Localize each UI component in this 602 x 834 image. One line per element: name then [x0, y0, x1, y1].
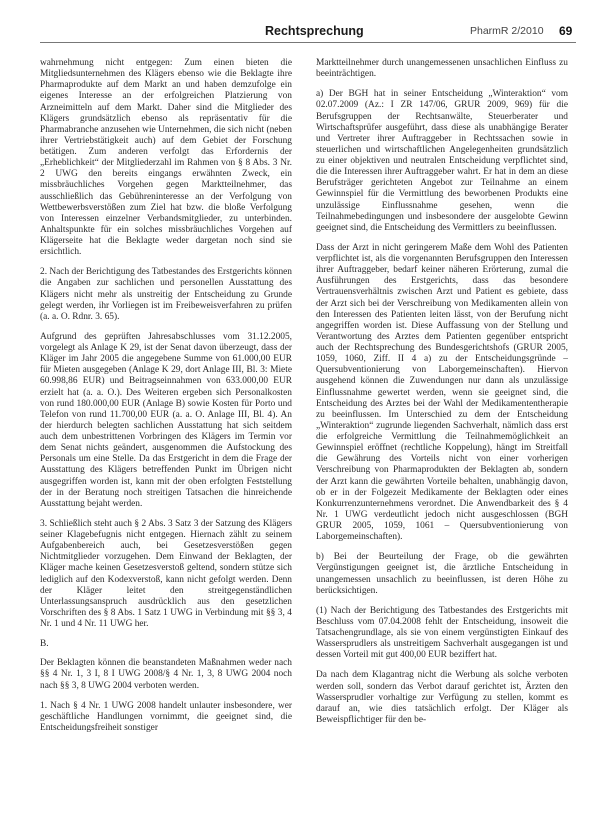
left-column [40, 58, 292, 828]
page-header [40, 22, 576, 48]
paragraph: 3. Schließlich steht auch § 2 Abs. 3 Satz 3 der Satzung des Klägers seiner Klagebefugnis nicht entgegen. Hiernach zählt zu seinem Aufgabenbereich auch, bei Gesetzesverstößen gegen Nichtmitglieder vorzugehen. Dem Einwand der Beklagten, der Kläger mache keinen Gesetzesverstoß geltend, sondern stütze sich lediglich auf den Kodexverstoß, kann nicht gefolgt werden. Denn der Kläger leitet den streitgegenständlichen Unterlassungsanspruch ausdrücklich aus den gesetzlichen Vorschriften des § 8 Abs. 1 Satz 1 UWG in Verbindung mit §§ 3, 4 Nr. 1 und 4 Nr. 11 UWG her. [40, 518, 292, 629]
right-column [316, 58, 568, 828]
paragraph: Dass der Arzt in nicht geringerem Maße dem Wohl des Patienten verpflichtet ist, als die vorgenannten Berufsgruppen den Interessen ihrer Auftraggeber, bedarf keiner näheren Erörterung, zumal die Ausführungen des Erstgerichts, dass das besondere Vertrauensverhältnis zwischen Arzt und Patient es gebiete, dass der Arzt sich bei der Verschreibung von Medikamenten allein von den Interessen des Patienten leiten lässt, von der Berufung nicht angegriffen worden ist. Diese Auffassung von der Stellung und Verantwortung des Arztes dem Patienten gegenüber entspricht auch der Rechtsprechung des Bundesgerichtshofs (GRUR 2005, 1059, 1060, Ziff. II 4 a) zu der Entscheidungsgründe – Quersubventionierung von Laborgemeinschaften). Hiervon ausgehend können die Zuwendungen nur dann als unzulässige Einflussnahme gewertet werden, wenn sie geeignet sind, die Entscheidung des Arztes bei der Wahl der Medikamententherapie zu beeinflussen. Im Unterschied zu dem der Entscheidung „Winteraktion“ zugrunde liegenden Sachverhalt, nämlich dass erst die erfolgreiche Vermittlung die Teilnahmemöglichkeit an Gewinnspiel eröffnet (rechtliche Koppelung), hängt im Streitfall die Gewährung des Vorteils nicht von einer vorherigen Verschreibung von Pharmaprodukten der Beklagten ab, sondern der Arzt kann die gewährten Vorteile behalten, unabhängig davon, ob er in der Folgezeit Medikamente der Beklagten oder eines Konkurrenzunternehmens verordnet. Die Anwendbarkeit des § 4 Nr. 1 UWG verdeutlicht jedoch nicht ausgeschlossen (BGH GRUR 2005, 1059, 1061 – Quersubventionierung von Laborgemeinschaften). [316, 242, 568, 543]
paragraph: wahrnehmung nicht entgegen: Zum einen bieten die Mitgliedsunternehmen des Klägers ebenso wie die Beklagte ihre Pharmaprodukte auf dem Markt an und haben demzufolge ein eigenes Interesse an der erfolgreichen Platzierung von Arzneimitteln auf dem Markt. Daher sind die Mitglieder des Klägers grundsätzlich ebenso als repräsentativ für die Pharmabranche anzusehen wie Unternehmen, die sich nicht (neben ihrer Vertriebstätigkeit auch) auf dem Gebiet der Forschung betätigen. Zum anderen verfolgt das Erfordernis der „Erheblichkeit“ der Mitgliederzahl im Rahmen von § 8 Abs. 3 Nr. 2 UWG den bereits eingangs erwähnten Zweck, ein missbräuchliches Vorgehen gegen Marktteilnehmer, das ausschließlich das Gebühreninteresse an der Verfolgung von Wettbewerbsverstößen zum Ziel hat bzw. die bloße Verfolgung von Interessen einzelner Verbandsmitglieder, zu unterbinden. Anhaltspunkte für ein solches missbräuchliches Vorgehen auf Klägerseite hat die Beklagte weder dargetan noch sind sie ersichtlich. [40, 58, 292, 258]
section-rubric: Rechtsprechung [265, 24, 364, 38]
page-number: 69 [559, 24, 573, 38]
journal-issue: PharmR 2/2010 [470, 25, 544, 37]
paragraph: a) Der BGH hat in seiner Entscheidung „Winteraktion“ vom 02.07.2009 (Az.: I ZR 147/06, GRUR 2009, 969) für die Berufsgruppen der Rechtsanwälte, Steuerberater und Wirtschaftsprüfer ausgeführt, dass diese als unabhängige Berater und Vertreter ihrer Auftraggeber in Rechtssachen sowie in steuerlichen und wirtschaftlichen Angelegenheiten grundsätzlich zu einer objektiven und neutralen Entscheidung verpflichtet sind, die die Interessen ihrer Auftraggeber wahrt. Er hat in dem an diese Berufsträger gerichteten Angebot zur Teilnahme an einem Gewinnspiel für die Vermittlung des beworbenen Produkts eine unzulässige Einflussnahme gesehen, wenn die Teilnahmebedingungen und insbesondere der ausgelobte Gewinn geeignet sind, die Entscheidung des Vermittlers zu beeinflussen. [316, 89, 568, 233]
paragraph: 1. Nach § 4 Nr. 1 UWG 2008 handelt unlauter insbesondere, wer geschäftliche Handlungen vornimmt, die geeignet sind, die Entscheidungsfreiheit sonstiger [40, 700, 292, 733]
paragraph: Marktteilnehmer durch unangemessenen unsachlichen Einfluss zu beeinträchtigen. [316, 58, 568, 80]
paragraph: Der Beklagten können die beanstandeten Maßnahmen weder nach §§ 4 Nr. 1, 3 I, 8 I UWG 2008/§ 4 Nr. 1, 3, 8 UWG 2004 noch nach §§ 3, 8 UWG 2004 verboten werden. [40, 658, 292, 691]
paragraph: b) Bei der Beurteilung der Frage, ob die gewährten Vergünstigungen geeignet ist, die ärztliche Entscheidung in unangemessen unsachlich zu beeinflussen, ist deren Höhe zu berücksichtigen. [316, 552, 568, 596]
paragraph: (1) Nach der Berichtigung des Tatbestandes des Erstgerichts mit Beschluss vom 07.04.2008 fehlt der Entscheidung, insoweit die Tatsachengrundlage, als sie von einem vergünstigten Einkauf des Wassersprudlers als unstreitigem Sachverhalt ausgegangen ist und dessen Vorteil mit gut 400,00 EUR beziffert hat. [316, 605, 568, 661]
paragraph: Aufgrund des geprüften Jahresabschlusses vom 31.12.2005, vorgelegt als Anlage K 29, ist der Senat davon überzeugt, dass der Kläger im Jahr 2005 die angegebene Summe von 61.000,00 EUR für Mieten ausgegeben (Anlage K 29, dort Anlage III, Bl. 3: Miete 60.998,86 EUR) und Beitragseinnahmen von 633.000,00 EUR erzielt hat (a. a. O.). Des Weiteren ergeben sich Personalkosten von rund 180.000,00 EUR (Anlage B) sowie Kosten für Porto und Telefon von rund 11.700,00 EUR (a. a. O. Anlage III, Bl. 4). An der hierdurch belegten sachlichen Ausstattung hat sich seitdem auch dem unbestrittenen Vorbringen des Klägers im Termin vor dem Senat nichts geändert, ausgenommen die Aufstockung des Personals um eine Stelle. Da das Erstgericht in dem die Frage der Ausstattung des Klägers betreffenden Punkt im Übrigen nicht ausgegriffen worden ist, kann mit der oben erfolgten Feststellung der in der Beratung noch streitigen Tatsachen die hinreichende Ausstattung bejaht werden. [40, 331, 292, 509]
section-marker: B. [40, 639, 49, 650]
header-rule [40, 42, 576, 43]
paragraph: 2. Nach der Berichtigung des Tatbestandes des Erstgerichts können die Angaben zur sachlichen und personellen Ausstattung des Klägers nicht mehr als unstreitig der Entscheidung zu Grunde gelegt werden, ihr Vorliegen ist im Freibeweisverfahren zu prüfen (a. a. O. Rdnr. 3. 65). [40, 267, 292, 322]
paragraph: Da nach dem Klagantrag nicht die Werbung als solche verboten werden soll, sondern das Verbot darauf gerichtet ist, Ärzten den Wassersprudler vorhaltige zur Verfügung zu stellen, kommt es darauf an, wie dies tatsächlich erfolgt. Der Kläger als Beweispflichtiger für den be- [316, 670, 568, 725]
